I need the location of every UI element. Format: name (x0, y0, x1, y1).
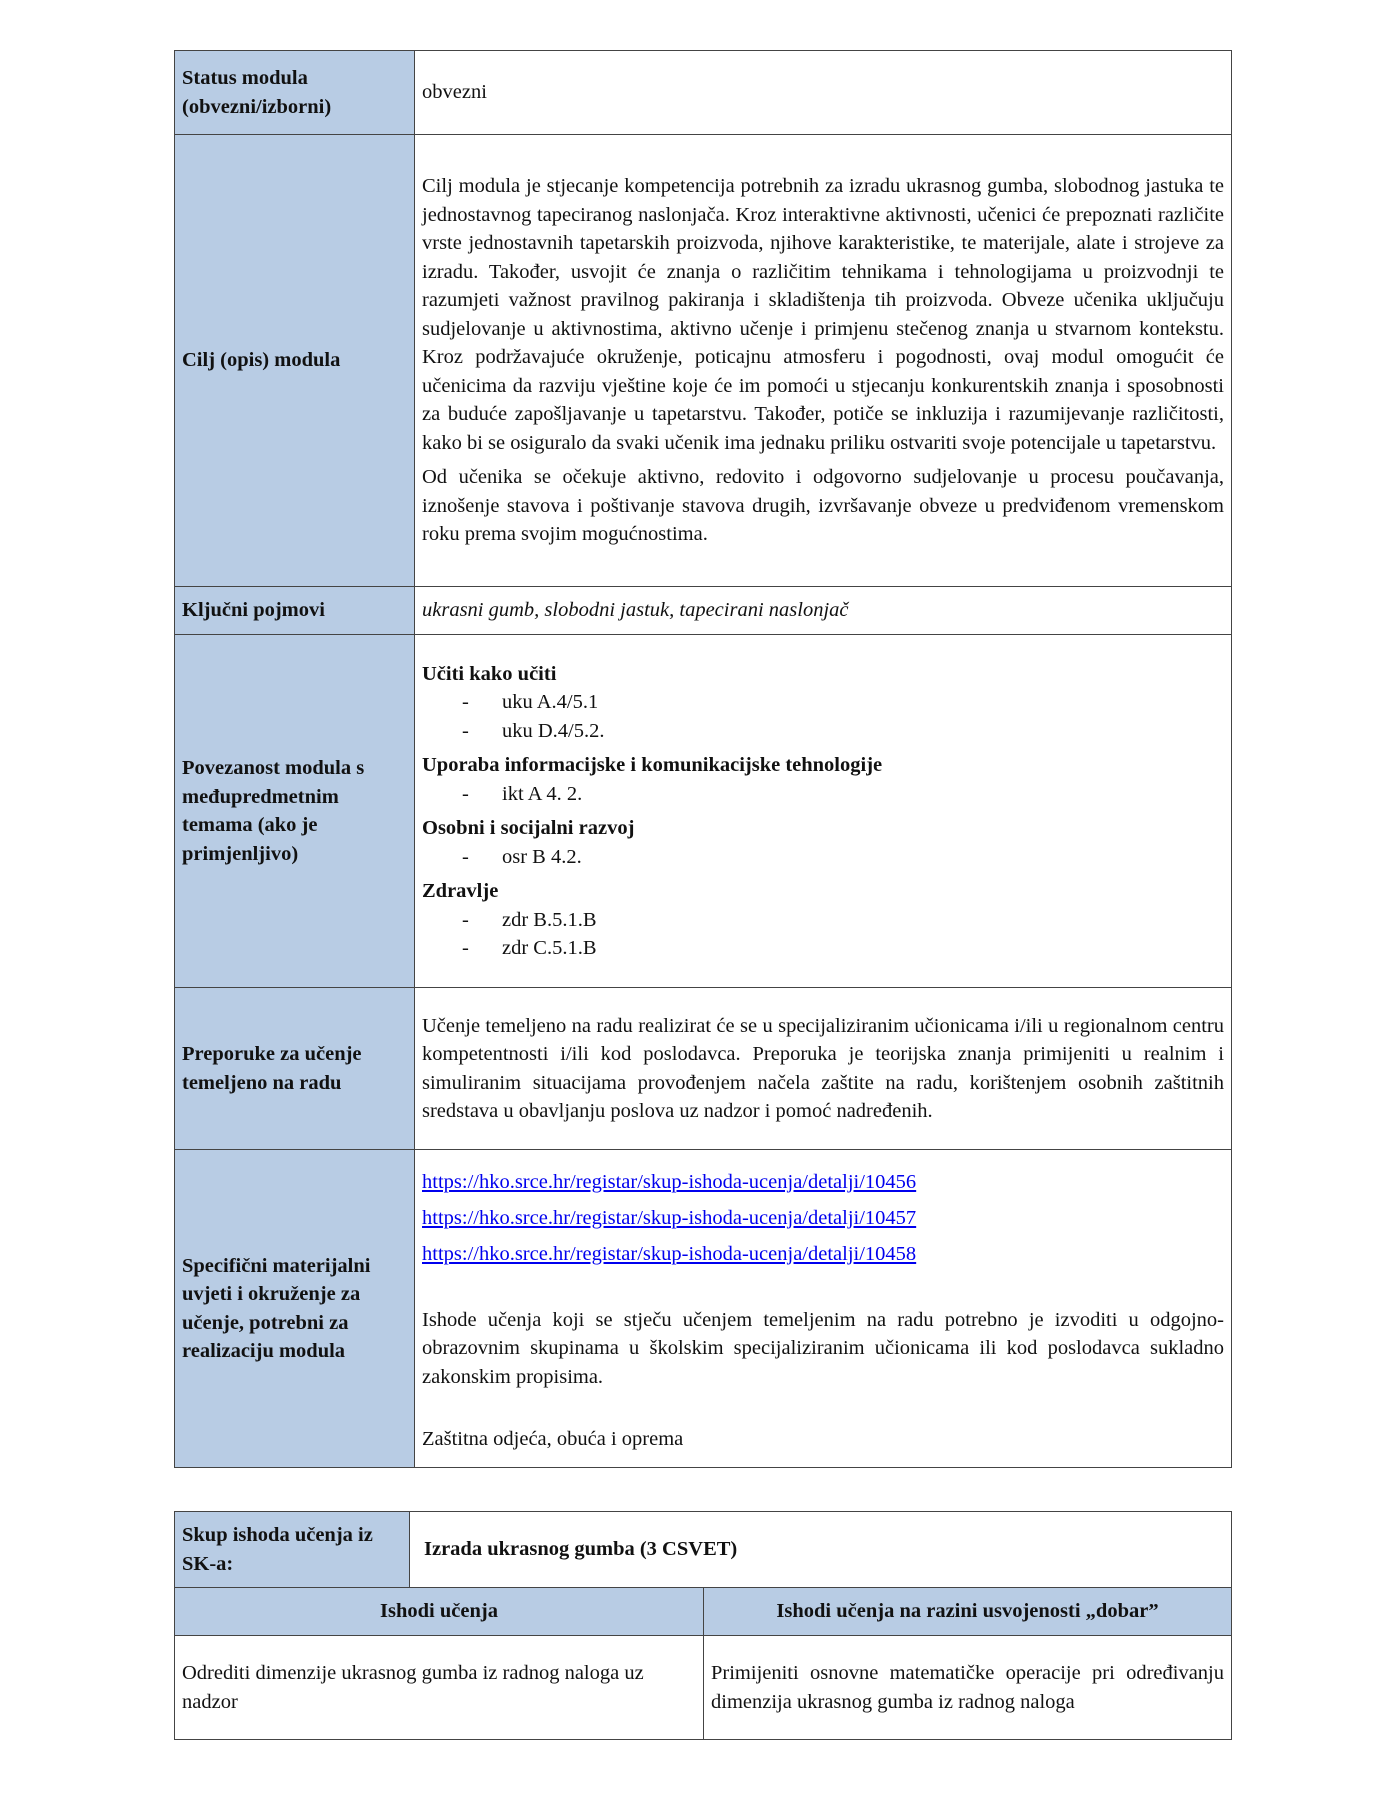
list-item: osr B 4.2. (502, 845, 582, 868)
value: Učenje temeljeno na radu realizirat će se u specijaliziranim učionicama i/ili u regionalnom centru kompetentnosti i/ili kod poslodavca. Preporuka je teorijska znanja primijeniti u realnim i simuliranim situacijama provođenjem načela zaštite na radu, korištenjem osobnih zaštitnih sredstava u obavljanju poslova uz nadzor i pomoć nadređenih. (415, 988, 1232, 1150)
label: Specifični materijalni uvjeti i okruženje za učenje, potrebni za realizaciju modula (175, 1150, 415, 1468)
group-title: Osobni i socijalni razvoj (422, 817, 635, 839)
outcome-cell: Odrediti dimenzije ukrasnog gumba iz radnog naloga uz nadzor (175, 1636, 704, 1740)
label: Preporuke za učenje temeljeno na radu (175, 988, 415, 1150)
group-title: Učiti kako učiti (422, 662, 557, 685)
value: obvezni (415, 51, 1232, 135)
row-work-based (175, 988, 1232, 1150)
label: Cilj (opis) modula (175, 135, 415, 587)
header-row (175, 1588, 1232, 1636)
conditions-text: Ishode učenja koji se stječu učenjem temeljenim na radu potrebno je izvoditi u odgojno-obrazovnim skupinama u školskim specijaliziranim učionicama ili kod poslodavca sukladno zakonskim propisima. (422, 1308, 1224, 1388)
paragraph: Cilj modula je stjecanje kompetencija potrebnih za izradu ukrasnog gumba, slobodnog jastuka te jednostavnog tapeciranog naslonjača. Kroz interaktivne aktivnosti, učenici će prepoznati različite vrste jednostavnih tapetarskih proizvoda, njihove karakteristike, te materijale, alate i strojeve za izradu. Također, usvojit će znanja o različitim tehnikama i tehnologijama u proizvodnji te razumjeti važnost pravilnog pakiranja i skladištenja tih proizvoda. Obveze učenika uključuju sudjelovanje u aktivnostima, aktivno učenje i primjenu stečenog znanja u stvarnom kontekstu. Kroz podržavajuće okruženje, poticajnu atmosferu i pogodnosti, ovaj modul omogućit će učenicima da razviju vještine koje će im pomoći u stjecanju konkurentskih znanja i sposobnosti za buduće zapošljavanje u tapetarstvu. Također, potiče se inkluzija i razumijevanje različitosti, kako bi se osiguralo da svaki učenik ima jednaku priliku ostvariti svoje potencijale u tapetarstvu. (422, 175, 1224, 454)
row-set (175, 1512, 1232, 1588)
label: Ključni pojmovi (175, 587, 415, 635)
label: Povezanost modula s međupredmetnim temama (ako je primjenljivo) (175, 635, 415, 988)
row-goal (175, 135, 1232, 587)
row-status (175, 51, 1232, 135)
link[interactable]: https://hko.srce.hr/registar/skup-ishoda-ucenja/detalji/10456 (422, 1170, 917, 1193)
link[interactable]: https://hko.srce.hr/registar/skup-ishoda-ucenja/detalji/10457 (422, 1206, 917, 1229)
set-value: Izrada ukrasnog gumba (3 CSVET) (410, 1512, 1232, 1588)
list-item: uku A.4/5.1 (502, 691, 599, 713)
group-title: Zdravlje (422, 880, 499, 902)
set-label: Skup ishoda učenja iz SK-a: (175, 1512, 410, 1588)
value: ukrasni gumb, slobodni jastuk, tapecirani naslonjač (415, 587, 1232, 635)
link[interactable]: https://hko.srce.hr/registar/skup-ishoda-ucenja/detalji/10458 (422, 1242, 917, 1265)
row-cross-curricular (175, 635, 1232, 988)
equipment-text: Zaštitna odjeća, obuća i oprema (422, 1428, 684, 1450)
outcomes-table (174, 1511, 1232, 1740)
good-level-cell: Primijeniti osnovne matematičke operacije pri određivanju dimenzija ukrasnog gumba iz radnog naloga (704, 1636, 1232, 1740)
column-header: Ishodi učenja (175, 1588, 704, 1636)
label: Status modula (obvezni/izborni) (175, 51, 415, 135)
column-header: Ishodi učenja na razini usvojenosti „dobar” (704, 1588, 1232, 1636)
paragraph: Od učenika se očekuje aktivno, redovito i odgovorno sudjelovanje u procesu poučavanja, iznošenje stavova i poštivanje stavova drugih, izvršavanje obveze u predviđenom vremenskom roku prema svojim mogućnostima. (422, 466, 1224, 546)
row-keywords (175, 587, 1232, 635)
group-title: Uporaba informacijske i komunikacijske tehnologije (422, 754, 883, 776)
module-table (174, 50, 1232, 1468)
row-conditions (175, 1150, 1232, 1468)
table-row (175, 1636, 1232, 1740)
list-item: zdr C.5.1.B (502, 937, 597, 959)
list-item: ikt A 4. 2. (502, 782, 583, 805)
list-item: uku D.4/5.2. (502, 719, 605, 742)
list-item: zdr B.5.1.B (502, 908, 597, 931)
